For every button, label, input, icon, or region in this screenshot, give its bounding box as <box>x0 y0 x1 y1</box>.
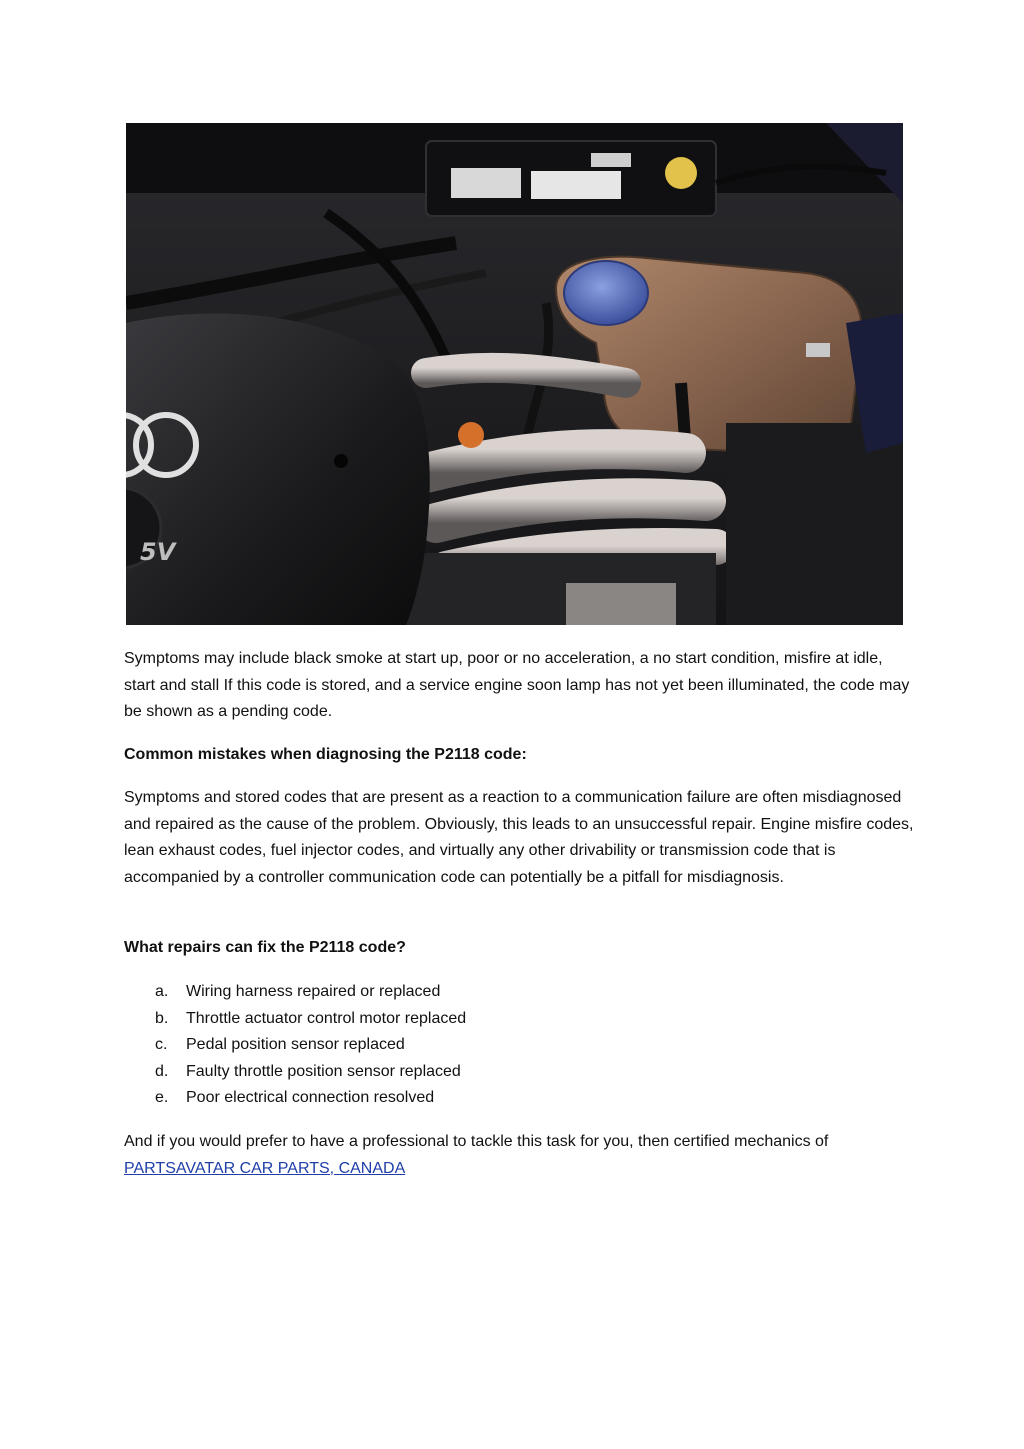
list-marker: e. <box>155 1089 169 1106</box>
list-marker: c. <box>155 1036 168 1053</box>
list-item-text: Throttle actuator control motor replaced <box>186 1009 467 1027</box>
list-item <box>124 1085 824 1112</box>
mistakes-heading: Common mistakes when diagnosing the P2118 code: <box>124 746 527 763</box>
list-item <box>124 979 824 1006</box>
repairs-list <box>124 979 824 1112</box>
list-marker: b. <box>155 1009 169 1027</box>
list-marker: d. <box>155 1062 169 1080</box>
closing-text: And if you would prefer to have a professional to tackle this task for you, then certified mechanics of <box>124 1133 829 1150</box>
closing-paragraph <box>124 1129 914 1182</box>
list-item-text: Faulty throttle position sensor replaced <box>186 1062 461 1080</box>
mistakes-paragraph: Symptoms and stored codes that are present as a reaction to a communication failure are often misdiagnosed and repaired as the cause of the problem. Obviously, this leads to an unsuccessful repair. Engine misfire codes, lean exhaust codes, fuel injector codes, and virtually any other drivability or transmission code that is accompanied by a controller communication code can potentially be a pitfall for misdiagnosis. <box>124 789 914 886</box>
engine-badge-text: 5V <box>140 538 176 566</box>
list-item-text: Poor electrical connection resolved <box>186 1089 435 1106</box>
list-item <box>124 1006 824 1033</box>
list-item <box>124 1059 824 1086</box>
repairs-heading: What repairs can fix the P2118 code? <box>124 939 406 956</box>
symptoms-paragraph: Symptoms may include black smoke at start up, poor or no acceleration, a no start condition, misfire at idle, start and stall If this code is stored, and a service engine soon lamp has not yet been illuminated, the code may be shown as a pending code. <box>124 650 910 720</box>
engine-bay-photo <box>126 123 903 625</box>
list-item-text: Wiring harness repaired or replaced <box>186 983 441 1000</box>
list-marker: a. <box>155 983 169 1000</box>
partsavatar-link[interactable]: PARTSAVATAR CAR PARTS, CANADA <box>124 1159 406 1177</box>
list-item <box>124 1032 824 1059</box>
engine-illustration <box>126 123 903 625</box>
list-item-text: Pedal position sensor replaced <box>186 1036 405 1053</box>
